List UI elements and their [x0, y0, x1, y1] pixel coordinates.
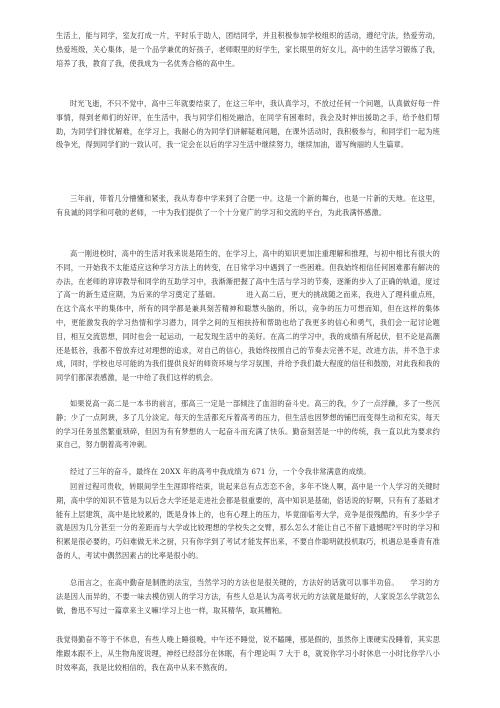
paragraph-6: 经过了三年的奋斗，最终在 20XX 年的高考中我成绩为 671 分，一个令我非常满意的成绩。: [70, 467, 371, 476]
paragraph-3: 三年前，带着几分懵懂和紧张，我从寿春中学来到了合肥一中。这是一个新的舞台，也是一片新的天地。在这里，有良诚的同学和可敬的老师，一中为我们提供了一个十分宽广的学习和交流的平台，为此我满怀感激。: [56, 194, 440, 217]
paragraph-4: 高一刚进校时，高中的生活对我来说是陌生的，在学习上，高中的知识更加注重理解和推理，与初中相比有很大的不同，一开始我不太能适应这种学习方法上的转变，在日常学习中遇到了一些困难。但我始终相信任何困难都有解决的办法，在老师的谆谆教导和同学的互助学习中，我渐渐把握了高中生活与学习的节奏，逐渐的步入了正确的轨道，度过了高一的新生适应期，为后来的学习奠定了基础。 进入高二后，更大的挑战随之而来，我进入了理科重点班，在这个高水平的集体中，所有的同学都是兼具刻苦精神和聪慧头脑的，所以，竞争的压力可想而知，但在这样的集体中，更能激发我的学习热情和学习潜力，同学之间的互相扶持和帮助也给了我更多的信心和勇气，我们会一起讨论题目，相互交流思想，同时也会一起运动，一起发现生活中的美好。在高二的学习中，我的成绩有所起伏，但不论是高潮还是低谷，我都不曾放弃过对理想的追求，对自己的信心，我始终按照自己的节奏去完善不足，改进方法，并不急于求成，同时，学校也尽可能的为我们提供良好的师资环境与学习氛围，并给予我们最大程度的信任和鼓励，对此我和我的同学们都深表感激，是一中给了我们这样的机会。: [56, 249, 440, 383]
paragraph-1: 生活上，能与同学，室友打成一片，平时乐于助人，团结同学，并且积极参加学校组织的活动，遵纪守法，热爱劳动，热爱班级，关心集体，是一个品学兼优的好孩子，老师眼里的好学生，家长眼里的好女儿，高中的生活学习锻炼了我，培养了我，教育了我，使我成为一名优秀合格的高中生。: [56, 31, 440, 68]
paragraph-7: 回首过程可贵收，转眼间学生生涯即将结束，说起来总有点恋恋不舍，多年不饶人啊，高中是一个人学习的关键时期，高中学的知识不管是为以后念大学还是走进社会都是很重要的，高中知识是基础，俗话说的好啊，只有有了基础才能有上层建筑，高中是比较累的，既是身体上的，也有心理上的压力，毕竟面临考大学，竞争是很残酷的，有多少学子就是因为几分甚至一分的差距而与大学或比较理想的学校失之交臂，那么怎么才能让自己不留下遗憾呢?平时的学习和积累是很必要的，巧妇难做无米之厨，只有你学到了考试才能发挥出来，不要自作聪明就投机取巧，机遇总是垂青有准备的人，考试中偶然因素占的比率是很小的。: [56, 482, 440, 560]
paragraph-5: 如果说高一高二是一本书的前言，那高三一定是一部倾注了血泪的奋斗史。高三的我，少了一点浮躁，多了一些沉静；少了一点阿谀，多了几分淡定。每天的生活都充斥着高考的压力，但生活也因梦想的铺巴而变得生动和充实，每天的学习任务虽然繁重琐碎，但因为有有梦想的人一起奋斗而充满了快乐。勤奋刻苦是一中的传统，我一直以此为要求约束自己，努力朝着高考冲刺。: [56, 399, 440, 450]
paragraph-8: 总而言之，在高中勤奋是制胜的法宝，当然学习的方法也是很关键的，方法好的话就可以事半功倍。 学习的方法是因人而异的，不要一味去模仿别人的学习方法，有些人总是认为高考状元的方法就是最好的，人家说怎么学就怎么做，鲁迅不写过一篇章来主义嘛!学习上也一样，取其精华，取其糟粕。: [56, 578, 440, 615]
paragraph-2: 时光飞逝，不只不觉中，高中三年就要结束了，在这三年中，我认真学习，不放过任何一个问题，认真做好每一件事情，得到老师们的好评，在生活中，我与同学们相处融洽，在同学有困难时，我会及时伸出援助之手，给予他们帮助，为同学们排忧解难，在学习上，我耐心的为同学们讲解疑难问题，在课外活动时，我积极参与，和同学们一起为班级争光，得到同学们的一致认可，我一定会在以后的学习生活中继续努力，继续加油，谱写绚丽的人生篇章。: [56, 99, 440, 150]
paragraph-9: 我觉得勤奋不等于不休息，有些人晚上睡很晚，中午还不睡觉，说不瞌睡，那是假的，虽然你上课硬实没睡着，其实思维跟本跟不上，从生物角度说理，神经已经部分在休眠，有个理论叫 7 大于 8，就说你学习小时休息一小时比你学八小时效率高，我是比较相信的，我在高中从来不熬夜的。: [56, 635, 440, 672]
